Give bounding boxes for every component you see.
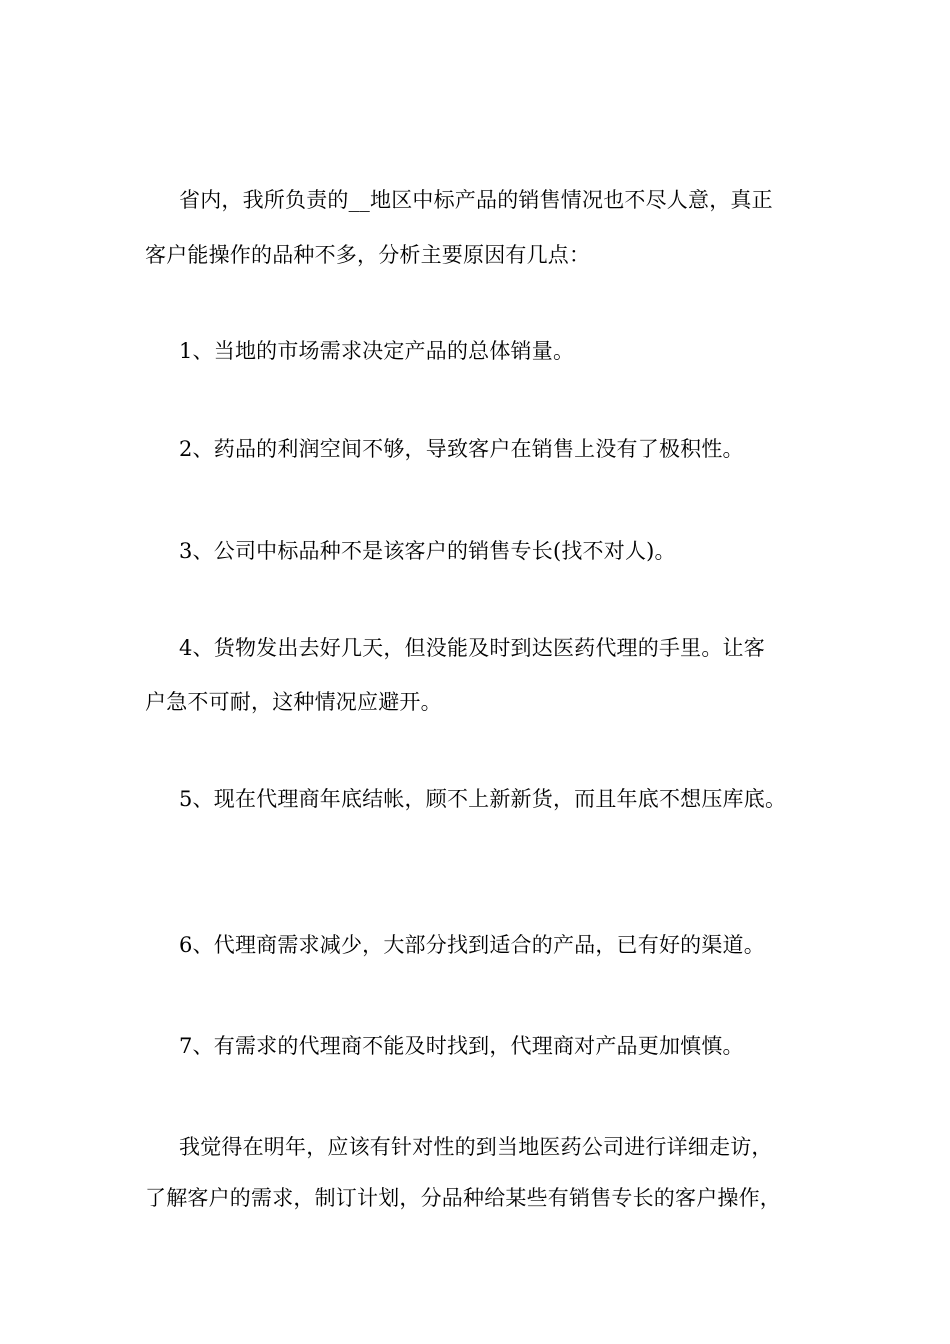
list-item-4-line-2: 户急不可耐，这种情况应避开。 [145,690,442,714]
conclusion-paragraph-line-2: 了解客户的需求，制订计划，分品种给某些有销售专长的客户操作， [145,1186,781,1210]
list-item-7: 7、有需求的代理商不能及时找到，代理商对产品更加慎慎。 [179,1034,744,1058]
list-item-6: 6、代理商需求减少，大部分找到适合的产品，已有好的渠道。 [179,933,765,957]
conclusion-paragraph-line-1: 我觉得在明年，应该有针对性的到当地医药公司进行详细走访， [179,1135,773,1159]
intro-paragraph-line-2: 客户能操作的品种不多，分析主要原因有几点： [145,243,591,267]
list-item-5: 5、现在代理商年底结帐，顾不上新新货，而且年底不想压库底。 [179,787,787,811]
list-item-1: 1、当地的市场需求决定产品的总体销量。 [179,339,575,363]
list-item-2: 2、药品的利润空间不够，导致客户在销售上没有了极积性。 [179,437,744,461]
list-item-3: 3、公司中标品种不是该客户的销售专长(找不对人)。 [179,539,676,563]
list-item-4-line-1: 4、货物发出去好几天，但没能及时到达医药代理的手里。让客 [179,636,765,660]
intro-paragraph-line-1: 省内，我所负责的__地区中标产品的销售情况也不尽人意，真正 [179,188,773,212]
